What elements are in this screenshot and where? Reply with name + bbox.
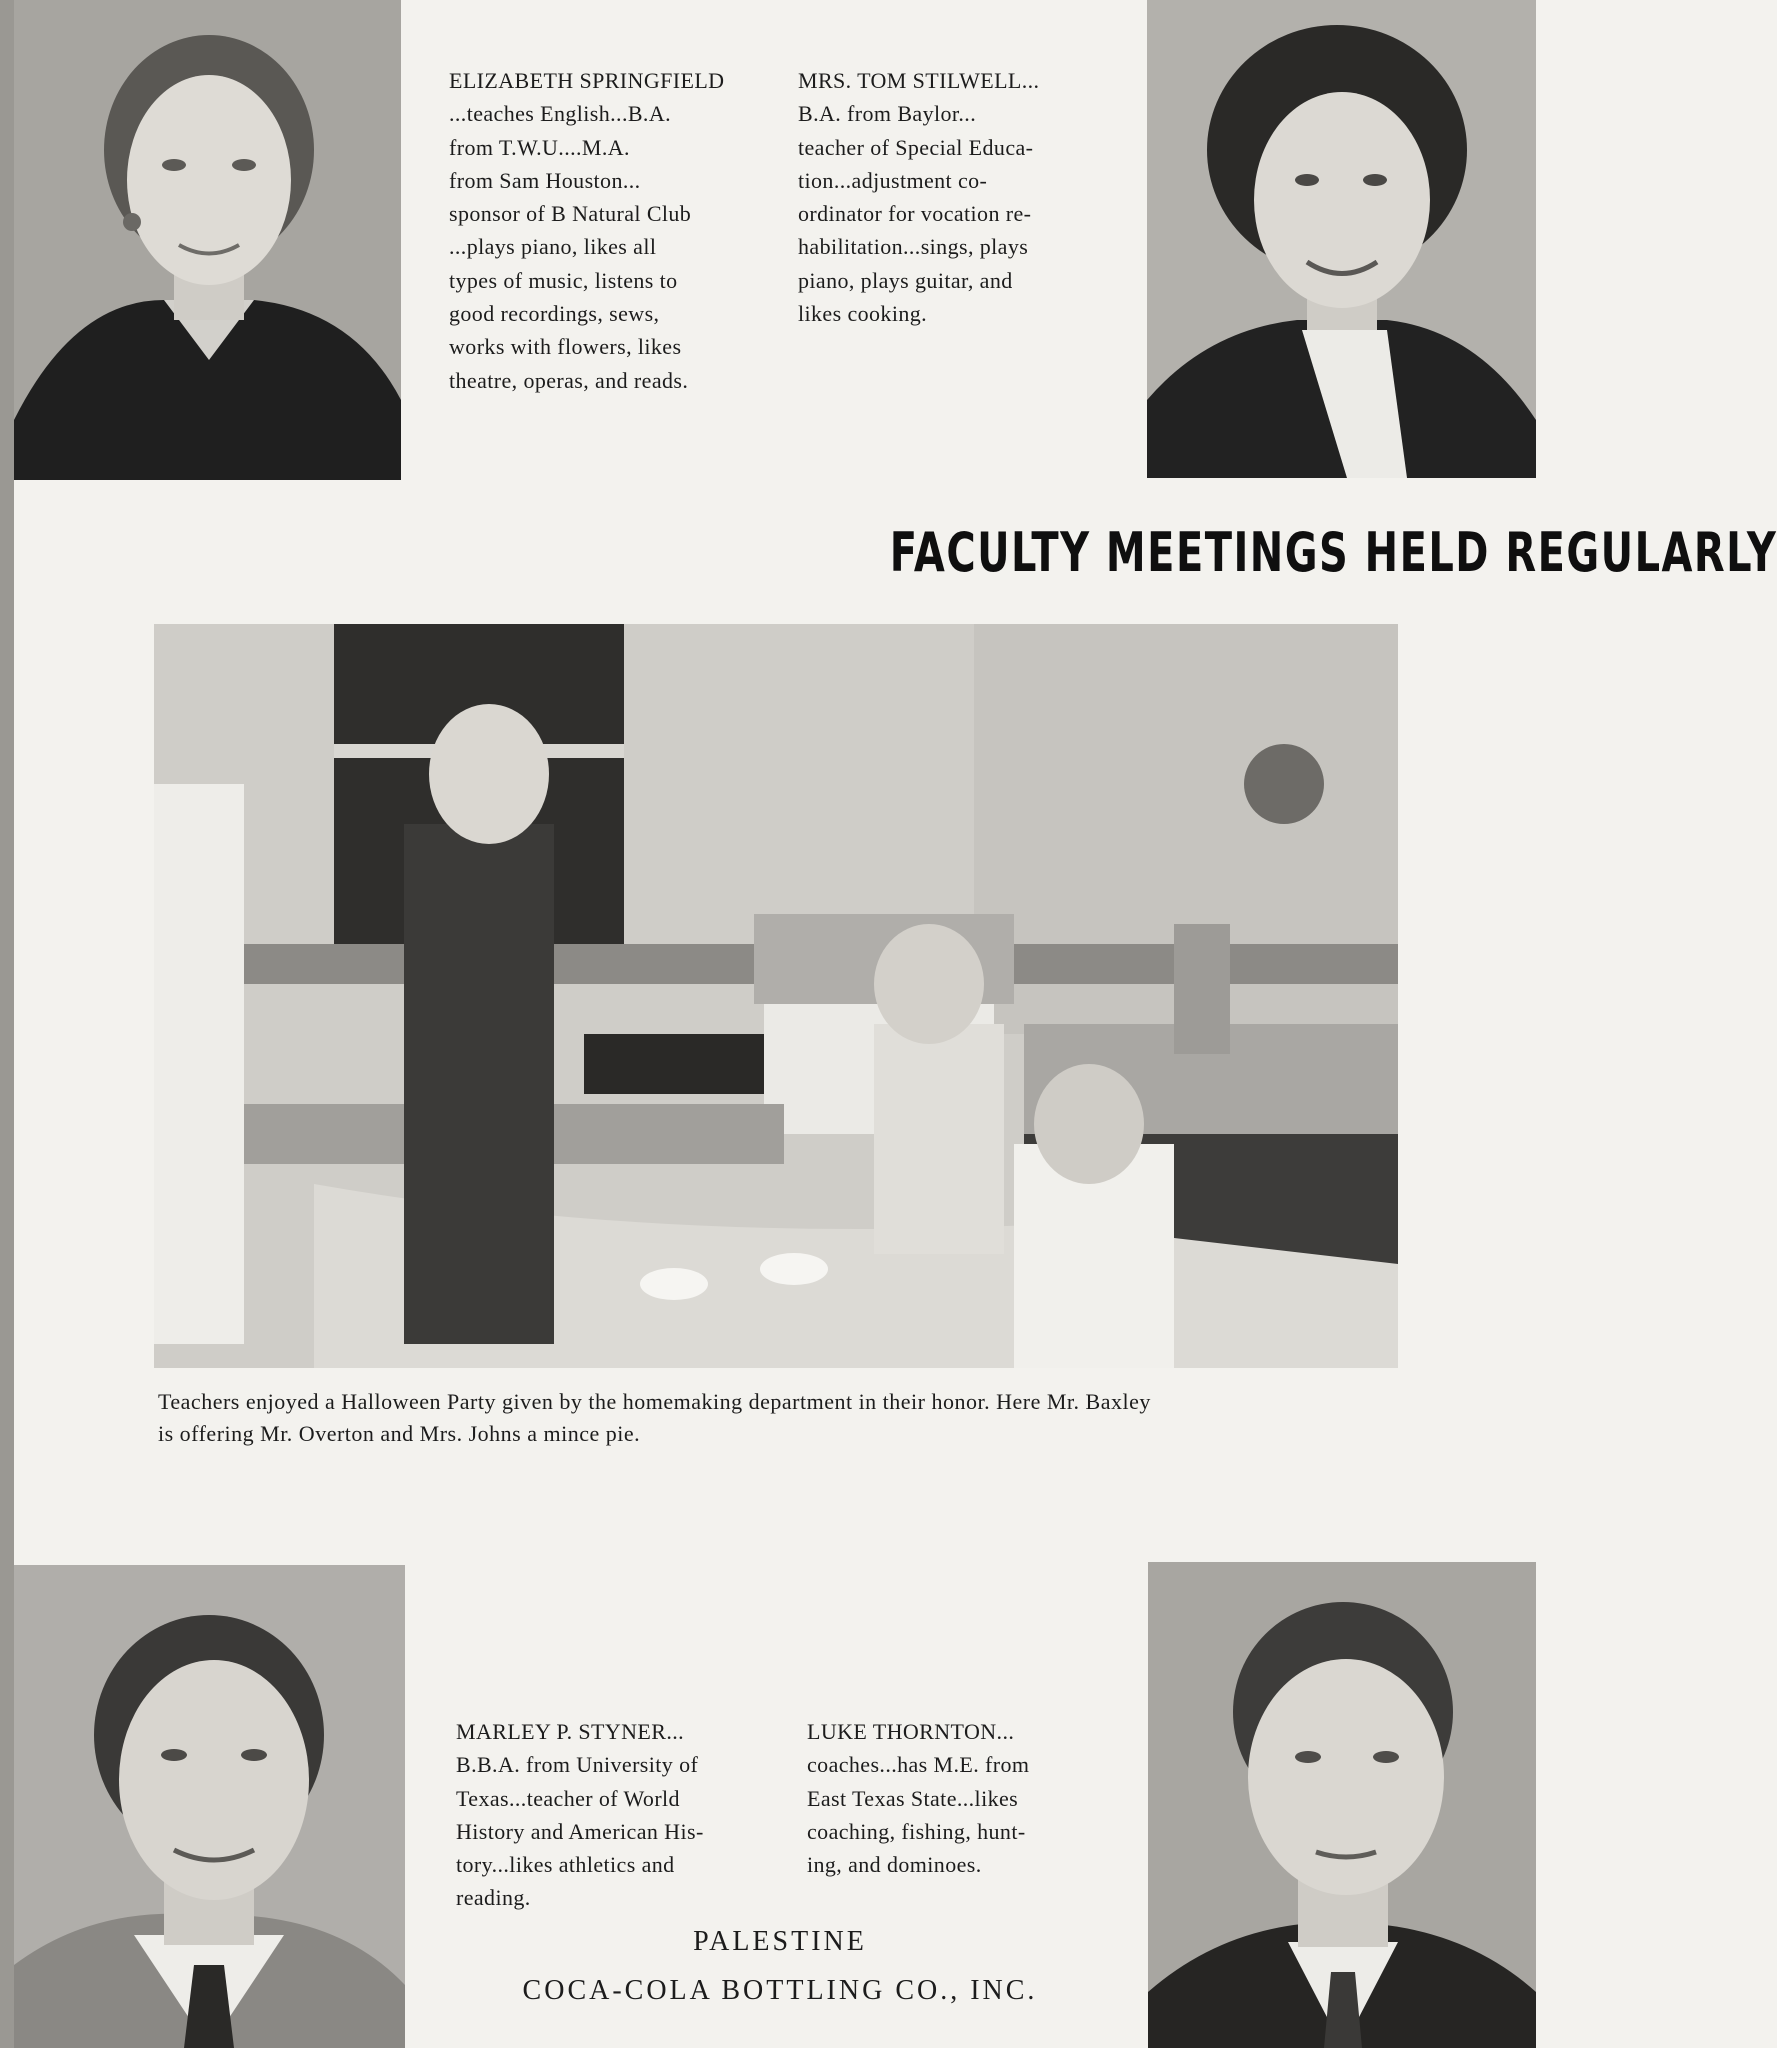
halloween-party-photo (154, 624, 1398, 1368)
bio-springfield (449, 64, 724, 397)
bio-thornton (807, 1715, 1029, 1881)
bio-line: LUKE THORNTON... (807, 1719, 1015, 1744)
portrait-thornton (1148, 1562, 1536, 2048)
portrait-stilwell (1147, 0, 1536, 478)
bio-line: theatre, operas, and reads. (449, 367, 689, 393)
bio-line: ...teaches English...B.A. (449, 101, 672, 127)
bio-line: ordinator for vocation re- (798, 201, 1032, 227)
bio-line: ing, and dominoes. (807, 1852, 982, 1878)
bio-line: tory...likes athletics and (456, 1852, 675, 1878)
page-edge (0, 0, 14, 2048)
bio-line: B.B.A. from University of (456, 1752, 699, 1778)
bio-line: types of music, listens to (449, 267, 678, 293)
bio-line: coaching, fishing, hunt- (807, 1818, 1026, 1844)
bio-line: likes cooking. (798, 301, 928, 327)
bio-line: MRS. TOM STILWELL... (798, 68, 1040, 93)
bio-line: MARLEY P. STYNER... (456, 1719, 685, 1744)
bio-line: ...plays piano, likes all (449, 234, 657, 260)
bio-line: reading. (456, 1885, 531, 1911)
page-headline: FACULTY MEETINGS HELD REGULARLY (889, 521, 1777, 584)
bio-line: works with flowers, likes (449, 334, 682, 360)
bio-line: tion...adjustment co- (798, 167, 988, 193)
bio-line: from T.W.U....M.A. (449, 134, 630, 160)
portrait-springfield (14, 0, 401, 480)
bio-line: teacher of Special Educa- (798, 134, 1034, 160)
bio-line: from Sam Houston... (449, 167, 641, 193)
bio-line: East Texas State...likes (807, 1785, 1019, 1811)
caption-line: Teachers enjoyed a Halloween Party given by the homemaking department in their honor. Here Mr. Baxley (158, 1389, 1151, 1414)
sponsor-city: PALESTINE (693, 1926, 867, 1957)
sponsor-company: COCA-COLA BOTTLING CO., INC. (522, 1975, 1038, 2006)
portrait-styner (14, 1565, 405, 2048)
bio-line: sponsor of B Natural Club (449, 201, 692, 227)
bio-line: Texas...teacher of World (456, 1785, 680, 1811)
bio-line: habilitation...sings, plays (798, 234, 1029, 260)
bio-line: ELIZABETH SPRINGFIELD (449, 68, 725, 93)
bio-line: good recordings, sews, (449, 301, 660, 327)
bio-styner (456, 1715, 704, 1915)
photo-caption (158, 1386, 1418, 1450)
bio-line: History and American His- (456, 1818, 704, 1844)
bio-line: coaches...has M.E. from (807, 1752, 1030, 1778)
caption-line: is offering Mr. Overton and Mrs. Johns a mince pie. (158, 1421, 641, 1446)
bio-line: B.A. from Baylor... (798, 101, 977, 127)
bio-line: piano, plays guitar, and (798, 267, 1013, 293)
bio-stilwell (798, 64, 1039, 330)
